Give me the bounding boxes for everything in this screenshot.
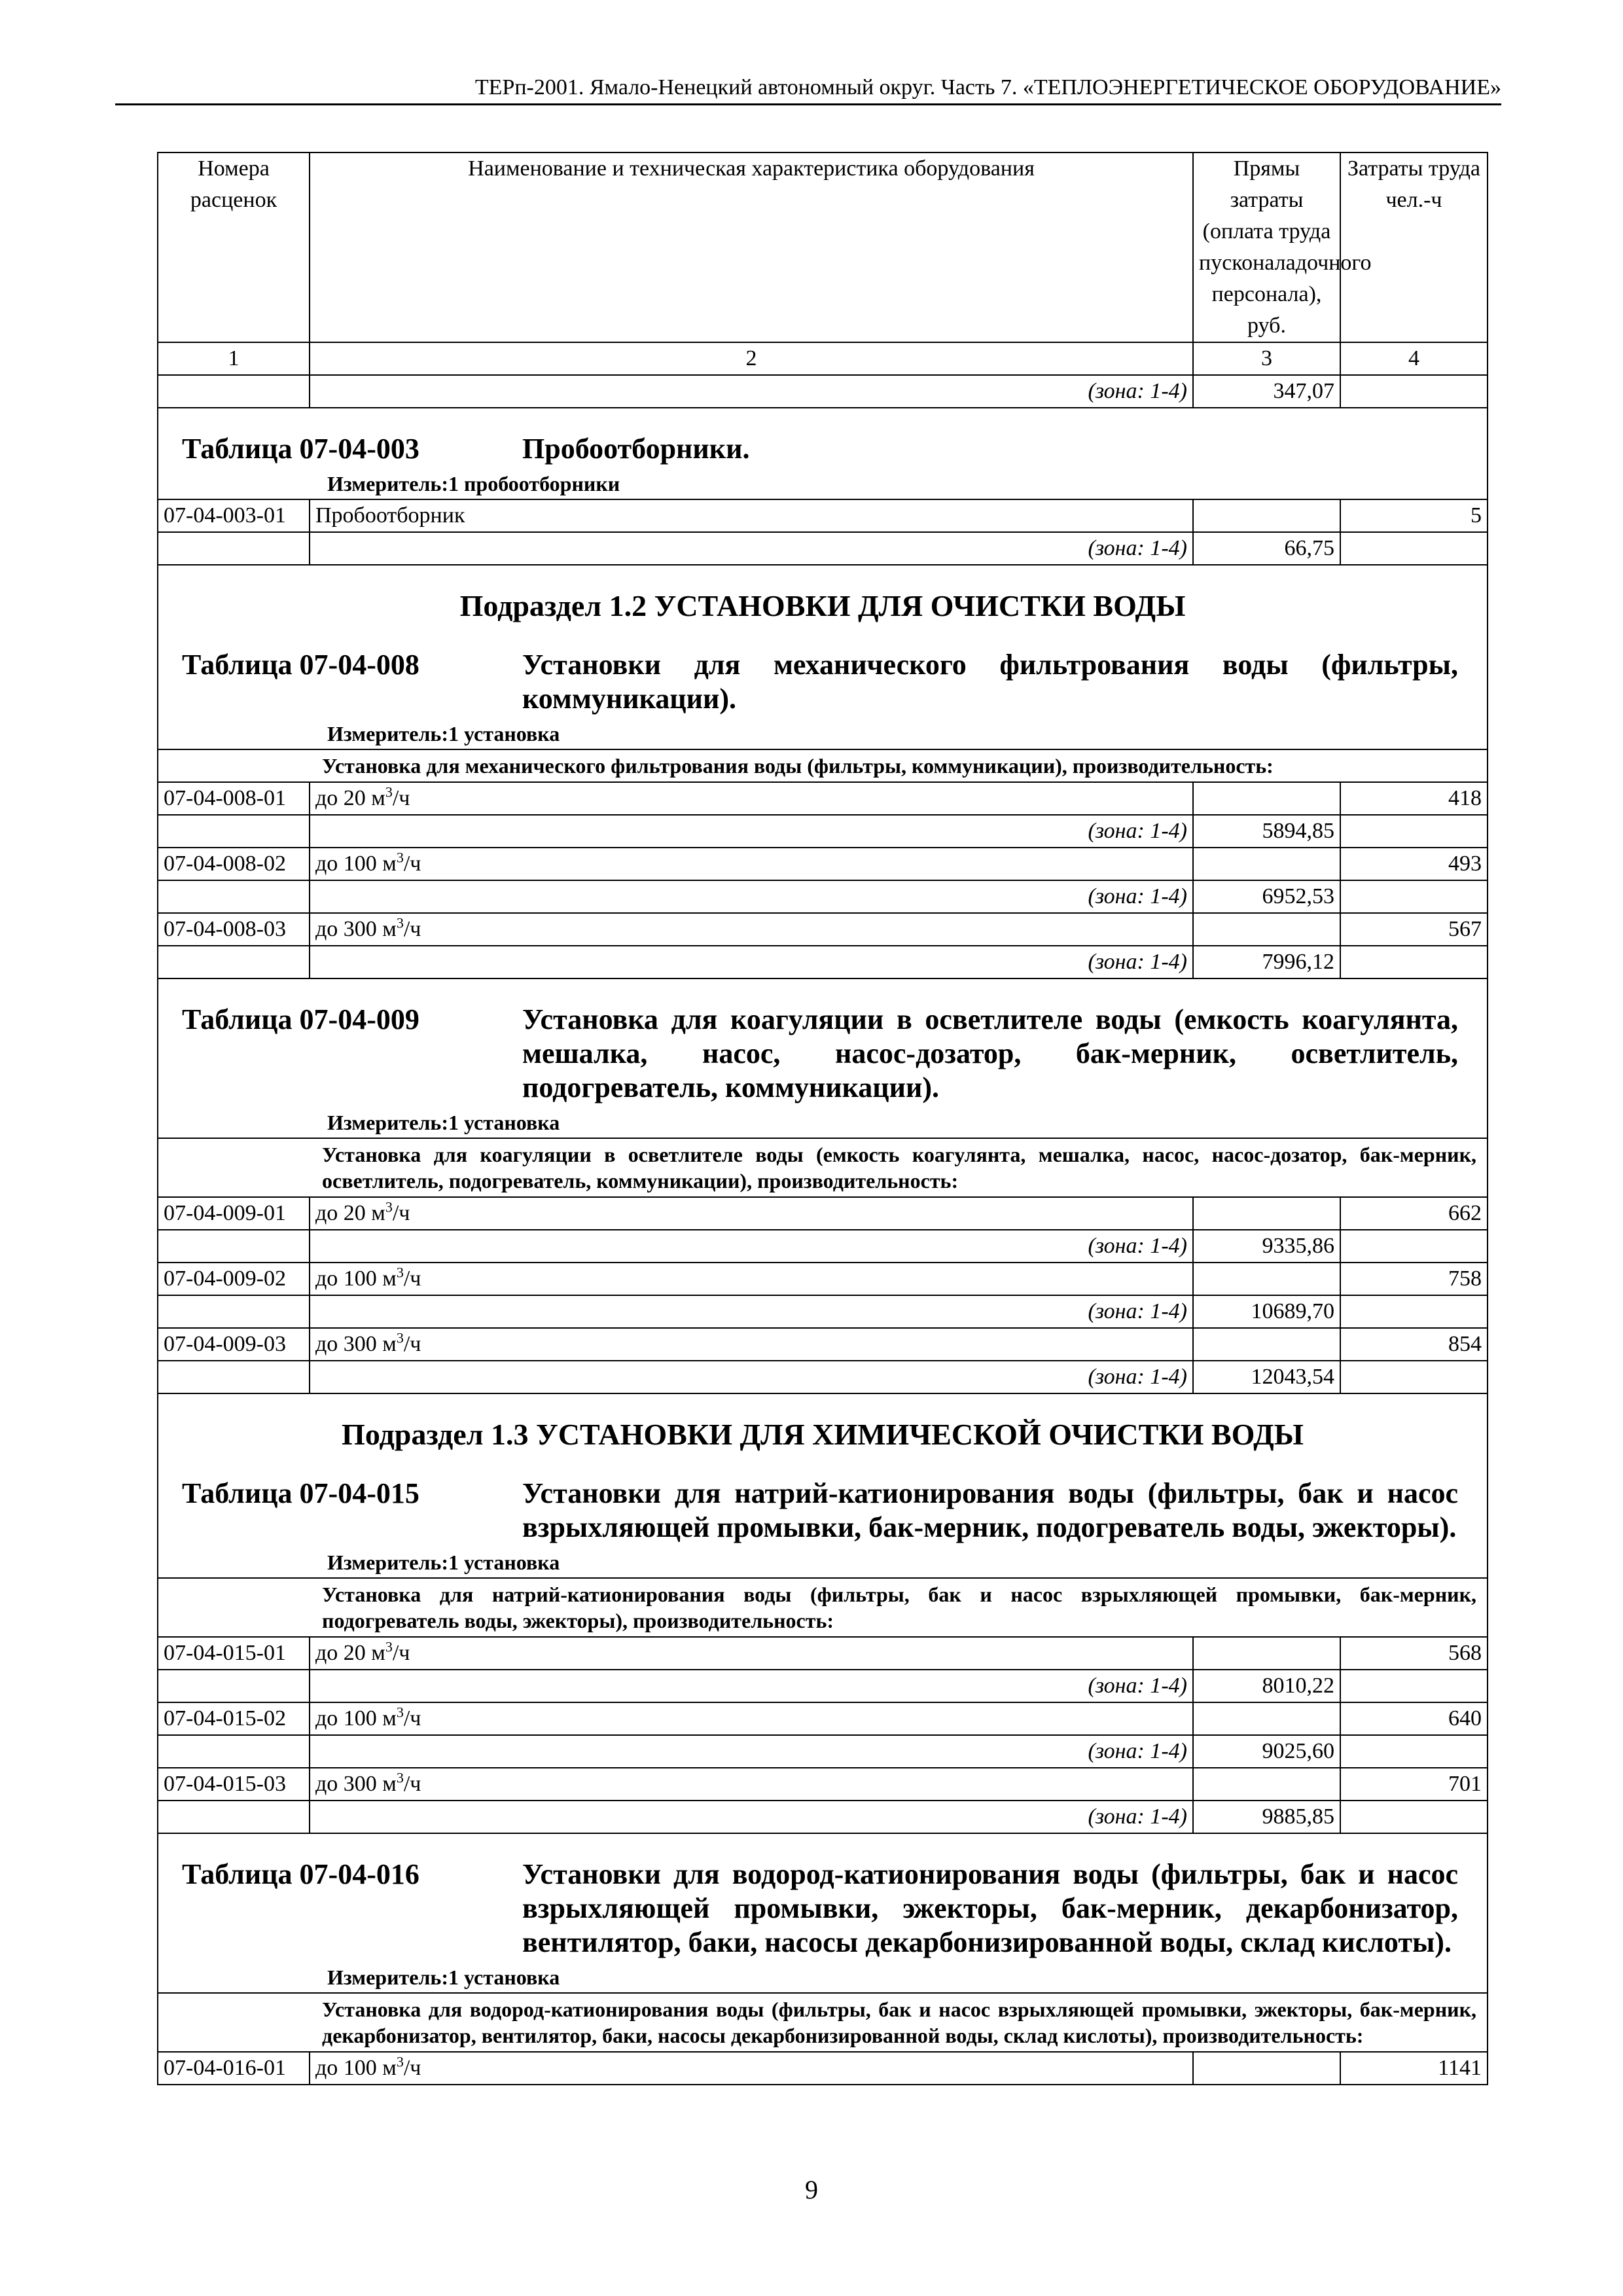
col-header-labor: Затраты труда чел.-ч (1340, 152, 1488, 342)
table-row (158, 1768, 1488, 1801)
unit-superscript: 3 (385, 783, 393, 800)
labor-value: 640 (1340, 1702, 1488, 1735)
price-value: 66,75 (1193, 532, 1340, 565)
table-row (158, 1263, 1488, 1295)
subsection-title: Подраздел 1.2 УСТАНОВКИ ДЛЯ ОЧИСТКИ ВОДЫ (459, 589, 1186, 622)
rate-code: 07-04-015-01 (158, 1637, 310, 1670)
labor-value: 662 (1340, 1197, 1488, 1230)
unit-superscript: 3 (385, 1198, 393, 1215)
rate-code: 07-04-009-03 (158, 1328, 310, 1361)
zone-label: (зона: 1-4) (310, 1735, 1193, 1768)
zone-label: (зона: 1-4) (310, 1295, 1193, 1328)
rate-code: 07-04-015-03 (158, 1768, 310, 1801)
unit-superscript: 3 (396, 1704, 404, 1721)
price-value: 8010,22 (1193, 1670, 1340, 1702)
rate-code: 07-04-008-01 (158, 782, 310, 815)
zone-label: (зона: 1-4) (310, 946, 1193, 978)
measure-unit: Измеритель:1 установка (327, 1111, 560, 1134)
table-title: Установки для механического фильтрования воды (фильтры, коммуникации). (522, 649, 1458, 715)
table-title: Пробоотборники. (522, 433, 750, 465)
rate-code: 07-04-003-01 (158, 499, 310, 532)
table-section-009 (158, 978, 1488, 1138)
item-name: до 20 м (315, 1201, 385, 1225)
subsection-title: Подраздел 1.3 УСТАНОВКИ ДЛЯ ХИМИЧЕСКОЙ ОЧИСТКИ ВОДЫ (342, 1418, 1304, 1451)
labor-value: 567 (1340, 913, 1488, 946)
col-number: 3 (1193, 342, 1340, 375)
labor-value: 854 (1340, 1328, 1488, 1361)
labor-value: 758 (1340, 1263, 1488, 1295)
group-description: Установка для водород-катионирования воды (фильтры, бак и насос взрыхляющей промывки, эжекторы, бак-мерник, декарбонизатор, вентилятор, баки, насосы декарбонизированной воды, склад кислоты), производительность: (322, 1998, 1476, 2047)
table-section-003 (158, 408, 1488, 499)
rate-code: 07-04-015-02 (158, 1702, 310, 1735)
table-row (158, 499, 1488, 532)
price-table (157, 152, 1488, 2085)
unit-tail: /ч (403, 917, 421, 941)
group-description: Установка для коагуляции в осветлителе воды (емкость коагулянта, мешалка, насос, насос-дозатор, бак-мерник, осветлитель, подогреватель, коммуникации), производительность: (322, 1143, 1476, 1193)
col-header-codes: Номера расценок (158, 152, 310, 342)
price-value: 12043,54 (1193, 1361, 1340, 1393)
labor-value: 418 (1340, 782, 1488, 815)
item-name: до 100 м (315, 1266, 397, 1291)
labor-value: 493 (1340, 848, 1488, 880)
table-row (158, 1702, 1488, 1735)
zone-label: (зона: 1-4) (310, 1801, 1193, 1833)
price-value: 9025,60 (1193, 1735, 1340, 1768)
labor-value: 5 (1340, 499, 1488, 532)
price-value: 347,07 (1193, 375, 1340, 408)
table-code: Таблица 07-04-009 (182, 1003, 419, 1035)
carryover-row (158, 375, 1488, 408)
col-number: 4 (1340, 342, 1488, 375)
unit-superscript: 3 (396, 1769, 404, 1786)
labor-value: 701 (1340, 1768, 1488, 1801)
item-name: до 300 м (315, 1772, 397, 1796)
rate-code: 07-04-016-01 (158, 2052, 310, 2085)
unit-tail: /ч (403, 1266, 421, 1291)
item-name: до 300 м (315, 917, 397, 941)
group-description: Установка для натрий-катионирования воды (фильтры, бак и насос взрыхляющей промывки, бак-мерник, подогреватель воды, эжекторы), производительность: (322, 1583, 1476, 1632)
item-name: до 20 м (315, 1641, 385, 1665)
table-title: Установка для коагуляции в осветлителе воды (емкость коагулянта, мешалка, насос, насос-дозатор, бак-мерник, осветлитель, подогреватель, коммуникации). (522, 1003, 1458, 1103)
item-name: до 100 м (315, 1706, 397, 1731)
price-value: 9335,86 (1193, 1230, 1340, 1263)
table-section-016 (158, 1833, 1488, 1993)
column-number-row (158, 342, 1488, 375)
table-code: Таблица 07-04-008 (182, 649, 419, 681)
col-number: 2 (310, 342, 1193, 375)
table-row (158, 913, 1488, 946)
table-row (158, 1328, 1488, 1361)
rate-code: 07-04-008-03 (158, 913, 310, 946)
zone-label: (зона: 1-4) (310, 1361, 1193, 1393)
zone-label: (зона: 1-4) (310, 880, 1193, 913)
table-code: Таблица 07-04-003 (182, 433, 419, 465)
col-header-name: Наименование и техническая характеристика оборудования (310, 152, 1193, 342)
table-title: Установки для водород-катионирования воды (фильтры, бак и насос взрыхляющей промывки, эжекторы, бак-мерник, декарбонизатор, вентилятор, баки, насосы декарбонизированной воды, склад кислоты). (522, 1858, 1458, 1958)
table-row-zone (158, 532, 1488, 565)
unit-tail: /ч (392, 786, 410, 810)
column-header-row (158, 152, 1488, 342)
table-row (158, 1197, 1488, 1230)
rate-code: 07-04-009-02 (158, 1263, 310, 1295)
rate-code: 07-04-008-02 (158, 848, 310, 880)
price-value: 6952,53 (1193, 880, 1340, 913)
measure-unit: Измеритель:1 установка (327, 722, 560, 745)
table-row (158, 1637, 1488, 1670)
unit-tail: /ч (403, 1332, 421, 1356)
unit-tail: /ч (403, 2056, 421, 2080)
item-name: Пробоотборник (310, 499, 1193, 532)
col-number: 1 (158, 342, 310, 375)
col-header-cost: Прямы затраты (оплата труда пусконаладочного персонала), руб. (1193, 152, 1340, 342)
item-name: до 100 м (315, 852, 397, 876)
item-name: до 300 м (315, 1332, 397, 1356)
measure-unit: Измеритель:1 пробоотборники (327, 472, 620, 495)
zone-label: (зона: 1-4) (310, 815, 1193, 848)
running-header: ТЕРп-2001. Ямало-Ненецкий автономный округ. Часть 7. «ТЕПЛОЭНЕРГЕТИЧЕСКОЕ ОБОРУДОВАНИЕ» (115, 72, 1501, 105)
unit-superscript: 3 (396, 2053, 404, 2070)
table-code: Таблица 07-04-016 (182, 1858, 419, 1890)
zone-label: (зона: 1-4) (310, 375, 1193, 408)
table-row (158, 2052, 1488, 2085)
group-description: Установка для механического фильтрования воды (фильтры, коммуникации), производительность: (322, 754, 1274, 778)
table-section-015 (158, 1393, 1488, 1578)
measure-unit: Измеритель:1 установка (327, 1551, 560, 1574)
unit-tail: /ч (392, 1201, 410, 1225)
measure-unit: Измеритель:1 установка (327, 1965, 560, 1989)
unit-tail: /ч (403, 1772, 421, 1796)
zone-label: (зона: 1-4) (310, 1230, 1193, 1263)
unit-superscript: 3 (396, 1264, 404, 1281)
zone-label: (зона: 1-4) (310, 532, 1193, 565)
item-name: до 20 м (315, 786, 385, 810)
labor-value: 1141 (1340, 2052, 1488, 2085)
unit-superscript: 3 (396, 914, 404, 931)
labor-value: 568 (1340, 1637, 1488, 1670)
table-code: Таблица 07-04-015 (182, 1477, 419, 1509)
price-value: 10689,70 (1193, 1295, 1340, 1328)
page-number: 9 (805, 2175, 818, 2204)
unit-superscript: 3 (396, 849, 404, 866)
unit-superscript: 3 (396, 1329, 404, 1346)
table-title: Установки для натрий-катионирования воды (фильтры, бак и насос взрыхляющей промывки, бак-мерник, подогреватель воды, эжекторы). (522, 1477, 1458, 1543)
item-name: до 100 м (315, 2056, 397, 2080)
unit-tail: /ч (403, 852, 421, 876)
table-row (158, 848, 1488, 880)
table-row (158, 782, 1488, 815)
rate-code: 07-04-009-01 (158, 1197, 310, 1230)
unit-tail: /ч (392, 1641, 410, 1665)
price-value: 9885,85 (1193, 1801, 1340, 1833)
price-value: 5894,85 (1193, 815, 1340, 848)
unit-superscript: 3 (385, 1638, 393, 1655)
zone-label: (зона: 1-4) (310, 1670, 1193, 1702)
price-value: 7996,12 (1193, 946, 1340, 978)
unit-tail: /ч (403, 1706, 421, 1731)
table-section-008 (158, 565, 1488, 749)
